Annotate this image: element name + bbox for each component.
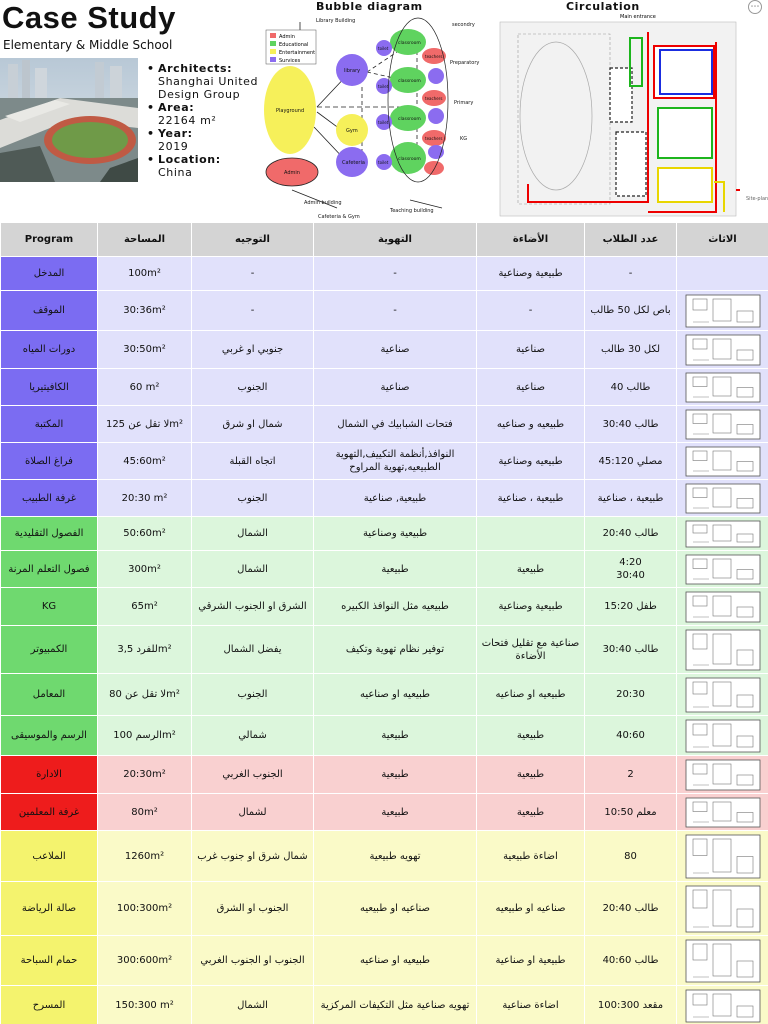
cell-students: 30:40 طالب [585, 626, 677, 674]
furniture-plan-icon [685, 520, 761, 548]
cell-light: اضاءة طبيعية [477, 831, 585, 882]
furniture-plan-icon [685, 334, 761, 366]
cell-program: الكافيتيريا [1, 369, 98, 406]
label-primary: Primary [454, 100, 474, 106]
project-info [147, 62, 267, 179]
legend-educational: Educational [279, 42, 309, 48]
cell-students: طبيعية ، صناعية [585, 480, 677, 517]
cell-program: المعامل [1, 674, 98, 716]
cell-area: لا تقل عن 80m² [98, 674, 192, 716]
bubble-diagram-graphic [262, 12, 498, 222]
cell-vent: طبيعيه او صناعيه [314, 936, 477, 986]
cell-program: غرفة المعلمين [1, 794, 98, 831]
cell-light: صناعيه او طبيعيه [477, 882, 585, 936]
furniture-plan-icon [685, 372, 761, 403]
teachers-bubble [424, 161, 444, 175]
cell-area: 30:36m² [98, 291, 192, 331]
table-row [1, 551, 768, 588]
furniture-plan-icon [685, 885, 761, 933]
label-preparatory: Preparatory [450, 60, 480, 66]
cell-orient: جنوبي او غربي [192, 331, 314, 369]
cell-students: 4:20 30:40 [585, 551, 677, 588]
cell-orient: يفضل الشمال [192, 626, 314, 674]
cell-vent: طبيعية [314, 716, 477, 756]
table-row [1, 986, 768, 1024]
page-title: Case Study [2, 0, 176, 35]
cell-program: المسرح [1, 986, 98, 1024]
cell-light: صناعية [477, 369, 585, 406]
cell-program: الملاعب [1, 831, 98, 882]
table-row [1, 588, 768, 626]
building-photo [0, 58, 138, 182]
cell-area: 1260m² [98, 831, 192, 882]
label-cafeteria-gym: Cafeteria & Gym [318, 214, 360, 220]
furniture-plan-icon [685, 989, 761, 1023]
cell-vent: طبيعية [314, 551, 477, 588]
cell-students: 20:40 طالب [585, 517, 677, 551]
cell-area: 45:60m² [98, 443, 192, 480]
cell-area: لا تقل عن 125m² [98, 406, 192, 443]
cell-vent: طبيعية وصناعية [314, 517, 477, 551]
cell-orient: - [192, 291, 314, 331]
cell-orient: الجنوب او الجنوب الغربي [192, 936, 314, 986]
more-options-icon[interactable]: ⋯ [748, 0, 762, 14]
cell-students: 30:40 طالب [585, 406, 677, 443]
cell-orient: الجنوب او الشرق [192, 882, 314, 936]
cell-vent: صناعية [314, 331, 477, 369]
table-row [1, 257, 768, 291]
cell-orient: لشمال [192, 794, 314, 831]
cell-light: طبيعية [477, 794, 585, 831]
cell-students: 40:60 طالب [585, 936, 677, 986]
cell-program: الموقف [1, 291, 98, 331]
cell-orient: شمال او شرق [192, 406, 314, 443]
table-row [1, 831, 768, 882]
cell-orient: الشمال [192, 551, 314, 588]
table-row [1, 406, 768, 443]
cell-furniture-thumbnail [677, 257, 768, 291]
table-row [1, 517, 768, 551]
cell-vent: - [314, 291, 477, 331]
table-row [1, 291, 768, 331]
cell-program: فراغ الصلاة [1, 443, 98, 480]
cell-area: 100:300m² [98, 882, 192, 936]
label-main-entrance: Main entrance [620, 14, 656, 20]
cell-program: KG [1, 588, 98, 626]
cell-program: المدخل [1, 257, 98, 291]
circulation-title: Circulation [566, 0, 640, 13]
cell-light: طبيعية [477, 716, 585, 756]
label-toilet: toilet [378, 120, 389, 125]
cell-light: - [477, 291, 585, 331]
toilet-bubble [428, 145, 444, 159]
label-secondry: secondry [452, 22, 475, 28]
furniture-plan-icon [685, 939, 761, 983]
cell-vent: النوافذ,أنظمة التكييف,التهوية الطبيعيه,تهوية المراوح [314, 443, 477, 480]
cell-furniture-thumbnail [677, 443, 768, 480]
cell-light: صناعية [477, 331, 585, 369]
info-location: • Location: China [147, 153, 267, 179]
table-header-row [1, 223, 768, 257]
info-area: • Area: 22164 m² [147, 101, 267, 127]
cell-light: طبيعية وصناعية [477, 588, 585, 626]
cell-area: 100m² [98, 257, 192, 291]
header-lighting: الأضاءة [477, 223, 585, 257]
cell-vent: طبيعيه مثل النوافذ الكبيره [314, 588, 477, 626]
label-cafeteria: Cafeteria [342, 160, 365, 166]
furniture-plan-icon [685, 409, 761, 440]
label-admin: Admin [284, 170, 300, 176]
cell-orient: اتجاه القبلة [192, 443, 314, 480]
cell-program: غرفة الطبيب [1, 480, 98, 517]
cell-program: الرسم والموسيقى [1, 716, 98, 756]
cell-vent: صناعيه او طبيعيه [314, 882, 477, 936]
label-teachers: teachers [425, 136, 443, 141]
cell-program: الادارة [1, 756, 98, 794]
cell-furniture-thumbnail [677, 406, 768, 443]
cell-light: طبيعية وصناعية [477, 257, 585, 291]
cell-area: 300m² [98, 551, 192, 588]
cell-area: 50:60m² [98, 517, 192, 551]
cell-light: طبيعية او صناعية [477, 936, 585, 986]
info-architects: • Architects: Shanghai United Design Group [147, 62, 267, 101]
cell-furniture-thumbnail [677, 986, 768, 1024]
cell-program: الكمبيوتر [1, 626, 98, 674]
cell-furniture-thumbnail [677, 831, 768, 882]
label-toilet: toilet [378, 160, 389, 165]
cell-program: صالة الرياضة [1, 882, 98, 936]
bubble-diagram [262, 0, 498, 222]
cell-students: 45:120 مصلي [585, 443, 677, 480]
cell-furniture-thumbnail [677, 882, 768, 936]
cell-orient: شمال شرق او جنوب غرب [192, 831, 314, 882]
cell-light: اضاءة صناعية [477, 986, 585, 1024]
table-row [1, 716, 768, 756]
table-row [1, 369, 768, 406]
cell-program: فصول التعلم المرنة [1, 551, 98, 588]
cell-vent: طبيعية, صناعية [314, 480, 477, 517]
bubble-diagram-title: Bubble diagram [316, 0, 423, 13]
cell-furniture-thumbnail [677, 551, 768, 588]
cell-students: باص لكل 50 طالب [585, 291, 677, 331]
cell-furniture-thumbnail [677, 480, 768, 517]
label-teachers: teachers [425, 96, 443, 101]
label-site-plan: Site-plan [746, 196, 768, 202]
cell-program: الفصول التقليدية [1, 517, 98, 551]
cell-area: 60 m² [98, 369, 192, 406]
cell-students: 40 طالب [585, 369, 677, 406]
cell-students: 40:60 [585, 716, 677, 756]
cell-furniture-thumbnail [677, 626, 768, 674]
table-row [1, 882, 768, 936]
cell-orient: شمالي [192, 716, 314, 756]
cell-area: 20:30 m² [98, 480, 192, 517]
cell-light: صناعية مع تقليل فتحات الأضاءة [477, 626, 585, 674]
furniture-plan-icon [685, 294, 761, 328]
cell-orient: الجنوب [192, 674, 314, 716]
label-classroom: classroom [398, 117, 421, 122]
cell-vent: فتحات الشبابيك في الشمال [314, 406, 477, 443]
program-table [0, 222, 768, 1024]
furniture-plan-icon [685, 591, 761, 623]
cell-area: 30:50m² [98, 331, 192, 369]
cell-vent: صناعية [314, 369, 477, 406]
label-teachers: teachers [425, 54, 443, 59]
cell-vent: تهويه طبيعية [314, 831, 477, 882]
cell-vent: توفير نظام تهوية وتكيف [314, 626, 477, 674]
cell-vent: - [314, 257, 477, 291]
cell-furniture-thumbnail [677, 369, 768, 406]
cell-furniture-thumbnail [677, 716, 768, 756]
cell-students: 10:50 معلم [585, 794, 677, 831]
cell-area: 65m² [98, 588, 192, 626]
cell-furniture-thumbnail [677, 291, 768, 331]
table-row [1, 756, 768, 794]
cell-furniture-thumbnail [677, 794, 768, 831]
table-row [1, 794, 768, 831]
cell-area: 80m² [98, 794, 192, 831]
cell-light: طبيعيه وصناعية [477, 443, 585, 480]
cell-light: طبيعية ، صناعية [477, 480, 585, 517]
label-teaching-building: Teaching building [390, 208, 434, 214]
table-row [1, 936, 768, 986]
legend-admin: Admin [279, 34, 295, 40]
circulation-graphic [498, 12, 768, 222]
header-ventilation: التهوية [314, 223, 477, 257]
toilet-bubble [428, 108, 444, 124]
cell-area: الرسم 100m² [98, 716, 192, 756]
furniture-plan-icon [685, 629, 761, 671]
cell-area: للفرد 3,5m² [98, 626, 192, 674]
cell-area: 150:300 m² [98, 986, 192, 1024]
cell-students: لكل 30 طالب [585, 331, 677, 369]
cell-students: 80 [585, 831, 677, 882]
label-classroom: classroom [398, 157, 421, 162]
toilet-bubble [428, 68, 444, 84]
furniture-plan-icon [685, 759, 761, 791]
cell-light: طبيعيه و صناعيه [477, 406, 585, 443]
cell-furniture-thumbnail [677, 756, 768, 794]
cell-light: طبيعية [477, 756, 585, 794]
furniture-plan-icon [685, 677, 761, 713]
furniture-plan-icon [685, 797, 761, 828]
cell-students: - [585, 257, 677, 291]
cell-orient: الجنوب الغربي [192, 756, 314, 794]
label-classroom: classroom [398, 79, 421, 84]
cell-orient: - [192, 257, 314, 291]
cell-orient: الشرق او الجنوب الشرقي [192, 588, 314, 626]
cell-vent: طبيعية [314, 756, 477, 794]
table-row [1, 674, 768, 716]
cell-students: 15:20 طفل [585, 588, 677, 626]
cell-light: طبيعيه او صناعيه [477, 674, 585, 716]
legend-services: Survices [279, 58, 301, 64]
label-toilet: toilet [378, 46, 389, 51]
label-gym: Gym [346, 128, 358, 134]
furniture-plan-icon [685, 483, 761, 514]
cell-furniture-thumbnail [677, 674, 768, 716]
cell-light [477, 517, 585, 551]
label-library: library [344, 68, 361, 74]
cell-orient: الجنوب [192, 480, 314, 517]
label-library-building: Library Building [316, 18, 356, 24]
table-row [1, 626, 768, 674]
label-toilet: toilet [378, 84, 389, 89]
cell-students: 20:30 [585, 674, 677, 716]
cell-furniture-thumbnail [677, 517, 768, 551]
cell-light: طبيعية [477, 551, 585, 588]
cell-furniture-thumbnail [677, 331, 768, 369]
label-playground: Playground [276, 108, 305, 114]
label-classroom: classroom [398, 41, 421, 46]
circulation-diagram [498, 0, 768, 222]
table-row [1, 443, 768, 480]
cell-program: حمام السباحة [1, 936, 98, 986]
label-admin-building: Admin building [304, 200, 342, 206]
cell-orient: الجنوب [192, 369, 314, 406]
cell-students: 100:300 مقعد [585, 986, 677, 1024]
table-body [1, 257, 768, 1024]
cell-orient: الشمال [192, 986, 314, 1024]
header-area: المساحة [98, 223, 192, 257]
header-students: عدد الطلاب [585, 223, 677, 257]
header-furniture: الاثاث [677, 223, 768, 257]
legend-entertainment: Entertainment [279, 50, 316, 56]
table-row [1, 480, 768, 517]
table-row [1, 331, 768, 369]
cell-orient: الشمال [192, 517, 314, 551]
cell-students: 20:40 طالب [585, 882, 677, 936]
header-program: Program [1, 223, 98, 257]
furniture-plan-icon [685, 834, 761, 879]
header-orientation: التوجيه [192, 223, 314, 257]
cell-vent: طبيعيه او صناعيه [314, 674, 477, 716]
furniture-plan-icon [685, 719, 761, 753]
page-subtitle: Elementary & Middle School [3, 38, 173, 52]
cell-furniture-thumbnail [677, 588, 768, 626]
furniture-plan-icon [685, 554, 761, 585]
cell-vent: طبيعية [314, 794, 477, 831]
cell-area: 300:600m² [98, 936, 192, 986]
cell-program: دورات المياه [1, 331, 98, 369]
furniture-plan-icon [685, 446, 761, 477]
cell-vent: تهويه صناعية مثل التكيفات المركزية [314, 986, 477, 1024]
cell-students: 2 [585, 756, 677, 794]
header [0, 0, 768, 222]
cell-program: المكتبة [1, 406, 98, 443]
label-kg: KG [460, 136, 468, 142]
cell-area: 20:30m² [98, 756, 192, 794]
info-year: • Year: 2019 [147, 127, 267, 153]
cell-furniture-thumbnail [677, 936, 768, 986]
